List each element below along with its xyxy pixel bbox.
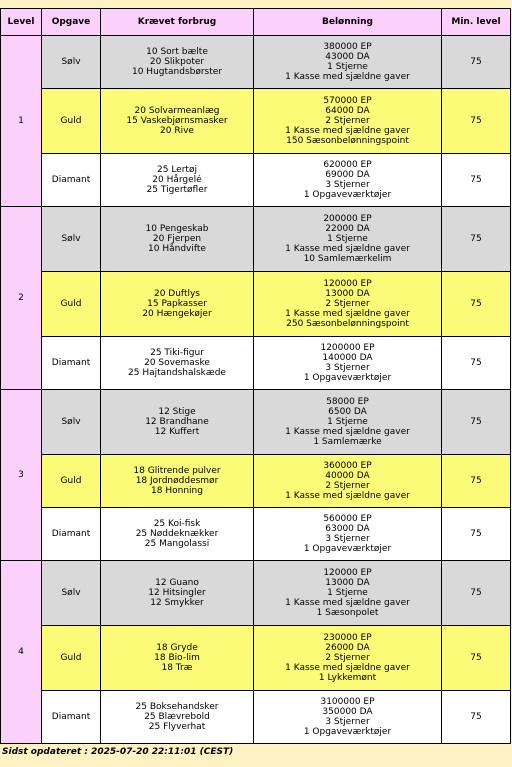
min-level-cell: 75 (442, 337, 511, 390)
requirement-cell (101, 207, 254, 272)
requirement-item: 25 Boksehandsker (135, 702, 219, 712)
table-row (1, 272, 511, 337)
reward-cell (254, 154, 442, 207)
reward-item: 3 Stjerner (325, 363, 370, 373)
requirement-item: 15 Papkasser (147, 299, 207, 309)
requirement-item: 10 Hugtandsbørster (131, 67, 223, 77)
requirement-item: 20 Slikpoter (149, 57, 205, 67)
requirement-item: 20 Rive (160, 126, 194, 136)
header-task: Opgave (42, 9, 101, 36)
reward-item: 69000 DA (325, 170, 370, 180)
level-cell: 3 (1, 390, 42, 561)
min-level-cell: 75 (442, 207, 511, 272)
requirement-cell (101, 89, 254, 154)
requirement-cell (101, 561, 254, 626)
header-min-level: Min. level (442, 9, 511, 36)
requirement-item: 25 Flyverhat (148, 722, 206, 732)
requirement-item: 20 Sovemaske (144, 358, 210, 368)
requirement-item: 18 Glitrende pulver (133, 466, 221, 476)
requirement-item: 25 Tigertøfler (146, 185, 208, 195)
reward-cell (254, 89, 442, 154)
min-level-cell: 75 (442, 36, 511, 89)
requirement-item: 18 Træ (161, 663, 193, 673)
reward-item: 2 Stjerner (325, 116, 370, 126)
min-level-cell: 75 (442, 272, 511, 337)
min-level-cell: 75 (442, 691, 511, 744)
task-cell: Sølv (42, 561, 101, 626)
reward-item: 1 Kasse med sjældne gaver (285, 598, 410, 608)
task-cell: Guld (42, 89, 101, 154)
task-cell: Guld (42, 272, 101, 337)
requirement-item: 10 Pengeskab (145, 224, 209, 234)
requirement-item: 20 Solvarmeanlæg (134, 106, 220, 116)
requirement-item: 12 Brandhane (145, 417, 209, 427)
requirement-cell (101, 337, 254, 390)
header-level: Level (1, 9, 42, 36)
reward-item: 1 Kasse med sjældne gaver (285, 491, 410, 501)
table-row (1, 561, 511, 626)
min-level-cell: 75 (442, 390, 511, 455)
reward-item: 1 Kasse med sjældne gaver (285, 126, 410, 136)
level-cell: 4 (1, 561, 42, 744)
reward-item: 26000 DA (325, 643, 370, 653)
level-cell: 2 (1, 207, 42, 390)
requirement-cell (101, 36, 254, 89)
reward-cell (254, 626, 442, 691)
reward-item: 1 Kasse med sjældne gaver (285, 663, 410, 673)
task-cell: Guld (42, 455, 101, 508)
requirement-item: 20 Fjerpen (152, 234, 202, 244)
reward-item: 200000 EP (323, 214, 372, 224)
requirement-item: 12 Stige (158, 407, 196, 417)
reward-item: 120000 EP (323, 568, 372, 578)
reward-item: 58000 EP (326, 397, 369, 407)
task-cell: Diamant (42, 154, 101, 207)
requirement-cell (101, 508, 254, 561)
reward-item: 1 Sæsonpolet (316, 608, 379, 618)
reward-item: 360000 EP (323, 461, 372, 471)
header-reward: Belønning (254, 9, 442, 36)
reward-cell (254, 272, 442, 337)
requirement-item: 10 Håndvifte (148, 244, 206, 254)
requirement-item: 10 Sort bælte (146, 47, 208, 57)
reward-item: 6500 DA (328, 407, 367, 417)
reward-item: 570000 EP (323, 96, 372, 106)
requirement-item: 18 Honning (151, 486, 203, 496)
header-requirement: Krævet forbrug (101, 9, 254, 36)
task-cell: Diamant (42, 337, 101, 390)
task-cell: Sølv (42, 36, 101, 89)
min-level-cell: 75 (442, 626, 511, 691)
reward-item: 3 Stjerner (325, 534, 370, 544)
reward-item: 1 Opgaveværktøjer (303, 373, 392, 383)
requirement-cell (101, 390, 254, 455)
requirement-item: 12 Guano (155, 578, 199, 588)
reward-item: 1 Opgaveværktøjer (303, 544, 392, 554)
reward-item: 1 Kasse med sjældne gaver (285, 309, 410, 319)
reward-item: 140000 DA (322, 353, 373, 363)
task-cell: Diamant (42, 691, 101, 744)
requirement-item: 15 Vaskebjørnsmasker (126, 116, 228, 126)
table-row (1, 36, 511, 89)
reward-item: 150 Sæsonbelønningspoint (286, 136, 409, 146)
reward-item: 3100000 EP (320, 697, 375, 707)
table-row (1, 154, 511, 207)
task-cell: Sølv (42, 390, 101, 455)
reward-item: 1200000 EP (320, 343, 375, 353)
reward-cell (254, 561, 442, 626)
reward-item: 13000 DA (325, 578, 370, 588)
table-row (1, 626, 511, 691)
reward-item: 1 Stjerne (327, 588, 368, 598)
reward-item: 2 Stjerner (325, 299, 370, 309)
requirement-item: 20 Hængekøjer (142, 309, 212, 319)
reward-item: 2 Stjerner (325, 653, 370, 663)
requirement-item: 25 Lertøj (157, 165, 197, 175)
table-row (1, 89, 511, 154)
reward-item: 1 Opgaveværktøjer (303, 190, 392, 200)
min-level-cell: 75 (442, 508, 511, 561)
requirement-item: 25 Mangolassi (144, 539, 210, 549)
requirement-cell (101, 691, 254, 744)
table-row (1, 390, 511, 455)
min-level-cell: 75 (442, 89, 511, 154)
requirement-item: 12 Kuffert (154, 427, 200, 437)
reward-item: 1 Kasse med sjældne gaver (285, 427, 410, 437)
reward-item: 3 Stjerner (325, 180, 370, 190)
reward-item: 1 Stjerne (327, 234, 368, 244)
reward-item: 1 Samlemærke (313, 437, 382, 447)
reward-item: 64000 DA (325, 106, 370, 116)
table-row (1, 508, 511, 561)
reward-item: 40000 DA (325, 471, 370, 481)
requirement-item: 12 Hitsingler (148, 588, 206, 598)
reward-cell (254, 337, 442, 390)
reward-item: 1 Opgaveværktøjer (303, 727, 392, 737)
reward-item: 250 Sæsonbelønningspoint (286, 319, 409, 329)
reward-item: 3 Stjerner (325, 717, 370, 727)
reward-item: 22000 DA (325, 224, 370, 234)
last-updated: Sidst opdateret : 2025-07-20 22:11:01 (CEST) (2, 747, 234, 757)
table-body (1, 36, 511, 744)
requirement-item: 12 Smykker (150, 598, 204, 608)
requirement-item: 25 Blævrebold (144, 712, 210, 722)
requirement-item: 25 Nøddeknækker (135, 529, 219, 539)
requirement-cell (101, 455, 254, 508)
reward-item: 230000 EP (323, 633, 372, 643)
requirement-item: 18 Jordnøddesmør (135, 476, 219, 486)
task-cell: Guld (42, 626, 101, 691)
table-row (1, 207, 511, 272)
reward-cell (254, 207, 442, 272)
reward-item: 1 Stjerne (327, 62, 368, 72)
reward-item: 10 Samlemærkelim (303, 254, 392, 264)
reward-item: 43000 DA (325, 52, 370, 62)
table-row (1, 455, 511, 508)
reward-cell (254, 455, 442, 508)
reward-item: 560000 EP (323, 514, 372, 524)
requirement-item: 25 Koi-fisk (153, 519, 201, 529)
reward-item: 1 Kasse med sjældne gaver (285, 72, 410, 82)
reward-item: 1 Stjerne (327, 417, 368, 427)
reward-cell (254, 390, 442, 455)
reward-item: 1 Kasse med sjældne gaver (285, 244, 410, 254)
reward-cell (254, 36, 442, 89)
level-cell: 1 (1, 36, 42, 207)
task-cell: Sølv (42, 207, 101, 272)
requirement-cell (101, 626, 254, 691)
requirement-item: 25 Hajtandshalskæde (128, 368, 226, 378)
reward-item: 2 Stjerner (325, 481, 370, 491)
table-row (1, 337, 511, 390)
task-cell: Diamant (42, 508, 101, 561)
requirement-item: 18 Gryde (156, 643, 198, 653)
reward-cell (254, 691, 442, 744)
requirement-cell (101, 154, 254, 207)
reward-item: 350000 DA (322, 707, 373, 717)
table-row (1, 691, 511, 744)
min-level-cell: 75 (442, 154, 511, 207)
requirement-item: 20 Hårgelé (152, 175, 202, 185)
header-row (1, 9, 511, 36)
reward-item: 380000 EP (323, 42, 372, 52)
reward-item: 1 Lykkemønt (318, 673, 377, 683)
min-level-cell: 75 (442, 455, 511, 508)
rewards-table (0, 8, 511, 744)
min-level-cell: 75 (442, 561, 511, 626)
reward-cell (254, 508, 442, 561)
requirement-item: 20 Duftlys (153, 289, 200, 299)
reward-item: 620000 EP (323, 160, 372, 170)
reward-item: 13000 DA (325, 289, 370, 299)
reward-item: 120000 EP (323, 279, 372, 289)
requirement-cell (101, 272, 254, 337)
requirement-item: 25 Tiki-figur (150, 348, 204, 358)
reward-item: 63000 DA (325, 524, 370, 534)
requirement-item: 18 Bio-lim (154, 653, 200, 663)
